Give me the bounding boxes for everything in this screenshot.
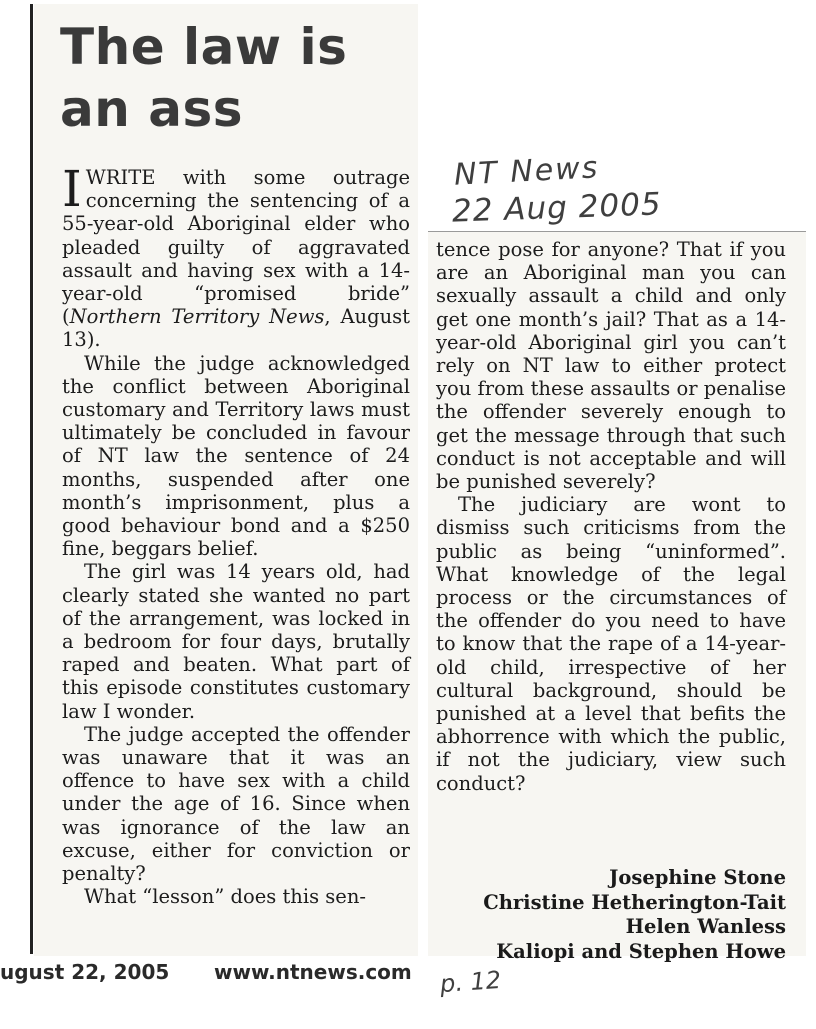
- column-2-top-edge: [428, 231, 806, 232]
- signatory: Christine Hetherington-Tait: [483, 890, 786, 914]
- footer-url: www.ntnews.com: [214, 960, 412, 984]
- headline: The law is an ass: [60, 18, 348, 138]
- handwritten-page-number: p. 12: [439, 965, 502, 999]
- letter-paragraph-5-continued: tence pose for anyone? That if you are an Aboriginal man you can sexually assault a child and only get one month’s jail? That as a 14-year-old Aboriginal girl you can’t rely on NT law to either protect you from these assaults or penalise the offender severely enough to get the message through that such conduct is not acceptable and will be punished severely?: [436, 238, 786, 494]
- letter-paragraph-6: The judiciary are wont to dismiss such criticisms from the public as being “uninformed”. What knowledge of the legal process or the circumstances of the offender do you need to have to know that the rape of a 14-year-old child, irrespective of her cultural background, should be punished at a level that befits the abhorrence with which the public, if not the judiciary, view such conduct?: [436, 493, 786, 795]
- letter-column-2: [436, 238, 786, 795]
- drop-cap: I: [62, 160, 82, 218]
- handwritten-publication: NT News: [453, 150, 601, 193]
- signatory: Kaliopi and Stephen Howe: [496, 939, 786, 963]
- letter-paragraph-5-start: What “lesson” does this sen-: [84, 885, 366, 909]
- letter-column-1: [62, 160, 410, 909]
- footer-date: ugust 22, 2005: [0, 960, 170, 984]
- left-column-rule: [30, 4, 33, 954]
- source-citation: Northern Territory News: [69, 305, 325, 329]
- signatory: Josephine Stone: [609, 866, 786, 889]
- signatures: [436, 866, 786, 964]
- signatory: Helen Wanless: [625, 915, 786, 938]
- handwritten-date: 22 Aug 2005: [451, 186, 663, 230]
- letter-paragraph-4: The judge accepted the offender was unaware that it was an offence to have sex with a child under the age of 16. Since when was ignorance of the law an excuse, either for conviction or penalty?: [62, 722, 410, 886]
- letter-paragraph-2: While the judge acknowledged the conflict between Aboriginal customary and Territory laws must ultimately be concluded in favour of NT law the sentence of 24 months, suspended after one month’s imprisonment, plus a good behaviour bond and a $250 fine, beggars belief.: [62, 351, 410, 561]
- letter-paragraph-1: IWRITE with some outrage concerning the sentencing of a 55-year-old Aboriginal elder who pleaded guilty of aggravated assault and having sex with a 14-year-old “promised bride” (Northern Territory News, August 13).: [62, 160, 410, 352]
- letter-paragraph-3: The girl was 14 years old, had clearly stated she wanted no part of the arrangement, was locked in a bedroom for four days, brutally raped and beaten. What part of this episode constitutes customary law I wonder.: [62, 560, 410, 723]
